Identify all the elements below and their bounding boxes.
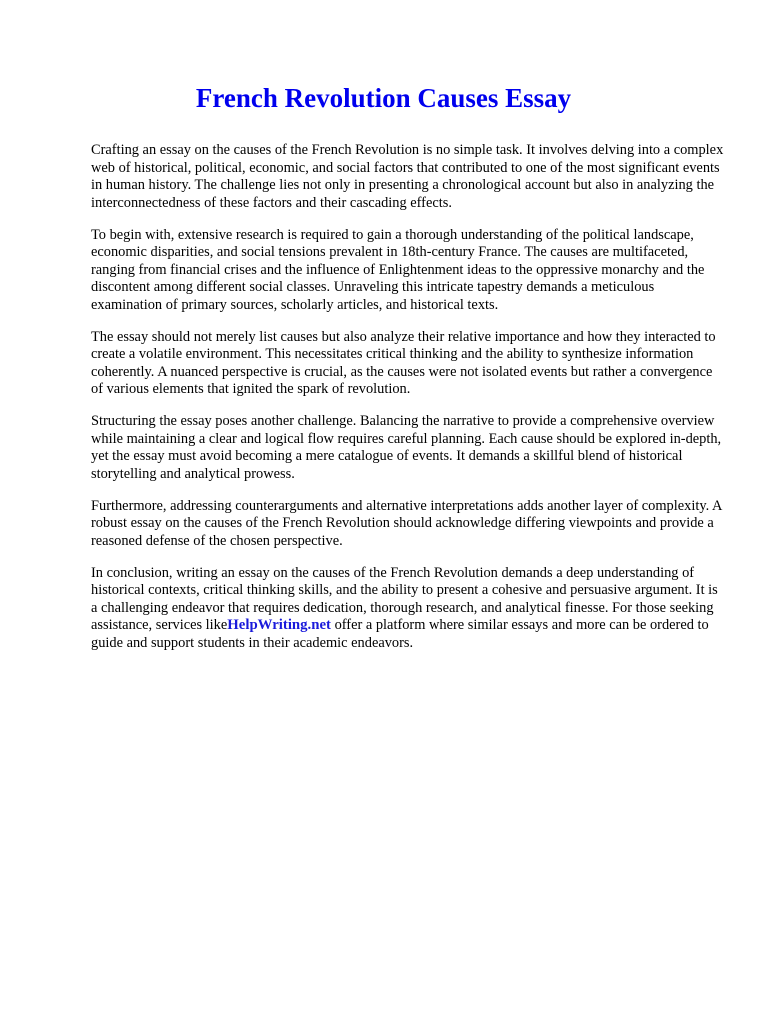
paragraph-3: The essay should not merely list causes but also analyze their relative importance and how they interacted to create a volatile environment. This necessitates critical thinking and the ability to synthesize information coherently. A nuanced perspective is crucial, as the causes were not isolated events but rather a convergence of various elements that ignited the spark of revolution. (91, 328, 716, 397)
paragraph-4: Structuring the essay poses another challenge. Balancing the narrative to provide a comprehensive overview while maintaining a clear and logical flow requires careful planning. Each cause should be explored in-depth, yet the essay must avoid becoming a mere catalogue of events. It demands a skillful blend of historical storytelling and analytical prowess. (91, 413, 722, 482)
conclusion-text-before-link: In conclusion, writing an essay on the causes of the French Revolution demands a deep understanding of historical contexts, critical thinking skills, and the ability to present a cohesive and persuasive argument. It is a challenging endeavor that requires dedication, thorough research, and analytical finesse. For those seeking assistance, services like (91, 564, 718, 633)
helpwriting-link[interactable]: HelpWriting.net (227, 617, 331, 633)
paragraph-1: Crafting an essay on the causes of the French Revolution is no simple task. It involves delving into a complex web of historical, political, economic, and social factors that contributed to one of the most significant events in human history. The challenge lies not only in presenting a chronological account but also in analyzing the interconnectedness of these factors and their cascading effects. (91, 142, 724, 211)
paragraph-2: To begin with, extensive research is required to gain a thorough understanding of the political landscape, economic disparities, and social tensions prevalent in 18th-century France. The causes are multifaceted, ranging from financial crises and the influence of Enlightenment ideas to the oppressive monarchy and the discontent among different social classes. Unraveling this intricate tapestry demands a meticulous examination of primary sources, scholarly articles, and historical texts. (91, 226, 705, 313)
paragraph-5: Furthermore, addressing counterarguments and alternative interpretations adds another layer of complexity. A robust essay on the causes of the French Revolution should acknowledge differing viewpoints and provide a reasoned defense of the chosen perspective. (91, 497, 722, 549)
paragraph-conclusion (91, 565, 724, 653)
conclusion-text-after-link: offer a platform where similar essays and more can be ordered to guide and support students in their academic endeavors. (91, 617, 709, 651)
essay-body (91, 142, 724, 652)
page-title: French Revolution Causes Essay (195, 83, 572, 113)
